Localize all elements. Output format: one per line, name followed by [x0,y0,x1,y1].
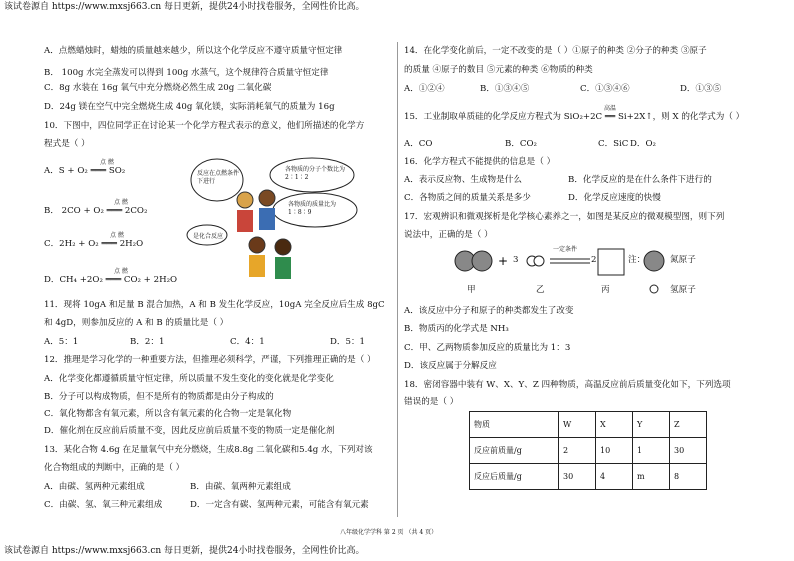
table-cell: m [633,464,670,490]
diagram-condition: 一定条件 [553,246,578,253]
q9-option-b: B． 100g 水完全蒸发可以得到 100g 水蒸气，这个规律符合质量守恒定律 [44,68,329,78]
q13-option-d: D．一定含有碳、氢两种元素，可能含有氧元素 [190,500,369,510]
q12-stem: 12．推理是学习化学的一种重要方法，但推理必须科学，严谨，下列推理正确的是（ ） [44,355,376,365]
q10d-condition: 点 燃 [114,268,128,275]
q12-option-b: B．分子可以构成物质，但不是所有的物质都是由分子构成的 [44,392,274,402]
table-cell: 反应后质量/g [470,464,559,490]
q17-option-b: B．物质丙的化学式是 NH₃ [404,324,509,334]
bubble-1: 反应在点燃条件下进行 [197,170,240,185]
q10-option-a: A．S + O₂ ═══ SO₂ [44,166,126,176]
q14-option-c: C．①③④⑥ [580,84,630,94]
q12-option-c: C．氧化物都含有氧元素，所以含有氧元素的化合物一定是氧化物 [44,409,292,419]
bubble-4: 是化合反应 [193,233,224,240]
q13-option-a: A．由碳、氢两种元素组成 [44,482,145,492]
footer-banner: 该试卷源自 https://www.mxsj663.cn 每日更新，提供24小时找卷服务，全网性价比高。 [4,546,365,556]
q17-option-d: D．该反应属于分解反应 [404,361,497,371]
q15-option-b: B．CO₂ [505,139,537,149]
q12-option-d: D．催化剂在反应前后质量不变，因此反应前后质量不变的物质一定是催化剂 [44,426,335,436]
q9-option-d: D．24g 镁在空气中完全燃烧生成 40g 氧化镁，实际消耗氧气的质量为 16g [44,102,335,112]
q11-option-a: A．5：1 [44,337,79,347]
table-cell: 4 [596,464,633,490]
q10-option-c: C．2H₂ + O₂ ═══ 2H₂O [44,239,144,249]
q10-option-d: D．CH₄ +2O₂ ═══ CO₂ + 2H₂O [44,275,178,285]
q10-option-b: B． 2CO + O₂ ═══ 2CO₂ [44,206,148,216]
table-cell: Y [633,412,670,438]
q15-option-c: C．SiC [598,139,629,149]
q9-option-c: C．8g 水装在 16g 氧气中充分燃烧必然生成 20g 二氧化碳 [44,83,272,93]
q16-option-b: B．化学反应的是在什么条件下进行的 [568,175,712,185]
q10b-condition: 点 燃 [114,199,128,206]
q14-option-a: A．①②④ [404,84,445,94]
bubble-3: 各物质的质量比为1∶8∶9 [288,201,337,216]
diagram-note: 注： [628,255,646,265]
bubble-2: 各物质的分子个数比为2∶1∶2 [285,166,346,181]
q13-option-b: B．由碳、氧两种元素组成 [190,482,291,492]
q13-stem-2: 化合物组成的判断中，正确的是（ ） [44,463,185,473]
svg-text:+: + [498,254,509,268]
column-divider [397,42,398,517]
label-bing: 丙 [601,285,610,295]
legend-hydrogen: 氢原子 [670,285,696,295]
q10a-condition: 点 燃 [100,159,114,166]
coef-2: 2 [591,255,597,265]
table-cell: 反应前质量/g [470,438,559,464]
q15-option-a: A．CO [404,139,433,149]
q15-stem: 15．工业制取单质硅的化学反应方程式为 SiO₂+2C ══ Si+2X↑，则 X 的化学式为（ ） [404,112,745,122]
table-cell: 1 [633,438,670,464]
header-banner: 该试卷源自 https://www.mxsj663.cn 每日更新，提供24小时找卷服务，全网性价比高。 [4,2,365,12]
table-cell: 2 [559,438,596,464]
label-jia: 甲 [467,285,476,295]
mass-table [469,411,707,490]
table-cell: W [559,412,596,438]
table-cell: Z [670,412,707,438]
q13-option-c: C．由碳、氢、氧三种元素组成 [44,500,163,510]
q16-option-d: D．化学反应速度的快慢 [568,193,661,203]
q15-option-d: D．O₂ [630,139,656,149]
q11-option-c: C．4：1 [230,337,265,347]
q16-option-a: A．表示反应物、生成物是什么 [404,175,522,185]
q14-option-b: B．①③④⑤ [480,84,530,94]
table-cell: 物质 [470,412,559,438]
q14-stem: 14．在化学变化前后，一定不改变的是（ ）①原子的种类 ②分子的种类 ③原子 [404,46,707,56]
table-cell: 10 [596,438,633,464]
page-number: 八年级化学学科 第 2 页 （共 4 页） [340,529,438,536]
table-cell: 8 [670,464,707,490]
table-row [470,438,707,464]
q13-stem: 13．某化合物 4.6g 在足量氧气中充分燃烧，生成8.8g 二氧化碳和5.4g 水，下列对该 [44,445,373,455]
label-yi: 乙 [536,285,545,295]
q9-option-a: A．点燃蜡烛时，蜡烛的质量越来越少，所以这个化学反应不遵守质量守恒定律 [44,46,343,56]
q10-stem-2: 程式是（ ） [44,139,90,149]
coef-3: 3 [513,255,519,265]
q11-stem-2: 和 4gD，则参加反应的 A 和 B 的质量比是（ ） [44,318,229,328]
table-row [470,464,707,490]
q11-option-d: D．5：1 [330,337,366,347]
q14-stem-2: 的质量 ④原子的数目 ⑤元素的种类 ⑥物质的种类 [404,65,593,75]
q18-stem-2: 错误的是（ ） [404,397,459,407]
q17-option-a: A．该反应中分子和原子的种类都发生了改变 [404,306,574,316]
q10c-condition: 点 燃 [110,232,124,239]
table-cell: 30 [670,438,707,464]
q11-stem: 11．现将 10gA 和足量 B 混合加热，A 和 B 发生化学反应，10gA 完全反应后生成 8gC [44,300,385,310]
q12-option-a: A．化学变化都遵循质量守恒定律，所以质量不发生变化的变化就是化学变化 [44,374,334,384]
q11-option-b: B．2：1 [130,337,165,347]
q10-stem: 10．下图中，四位同学正在讨论某一个化学方程式表示的意义，他们所描述的化学方 [44,121,365,131]
q17-stem-2: 说法中，正确的是（ ） [404,230,493,240]
q18-stem: 18．密闭容器中装有 W、X、Y、Z 四种物质，高温反应前后质量变化如下，下列选项 [404,380,731,390]
q16-option-c: C．各物质之间的质量关系是多少 [404,193,531,203]
table-header-row [470,412,707,438]
table-cell: 30 [559,464,596,490]
q16-stem: 16．化学方程式不能提供的信息是（ ） [404,157,556,167]
q17-stem: 17．宏观辨识和微观探析是化学核心素养之一，如图是某反应的微观模型图，则下列 [404,212,725,222]
legend-nitrogen: 氮原子 [670,255,696,265]
q17-option-c: C．甲、乙两物质参加反应的质量比为 1：3 [404,343,571,353]
q14-option-d: D．①③⑤ [680,84,722,94]
q15-condition: 高温 [604,105,617,112]
table-cell: X [596,412,633,438]
